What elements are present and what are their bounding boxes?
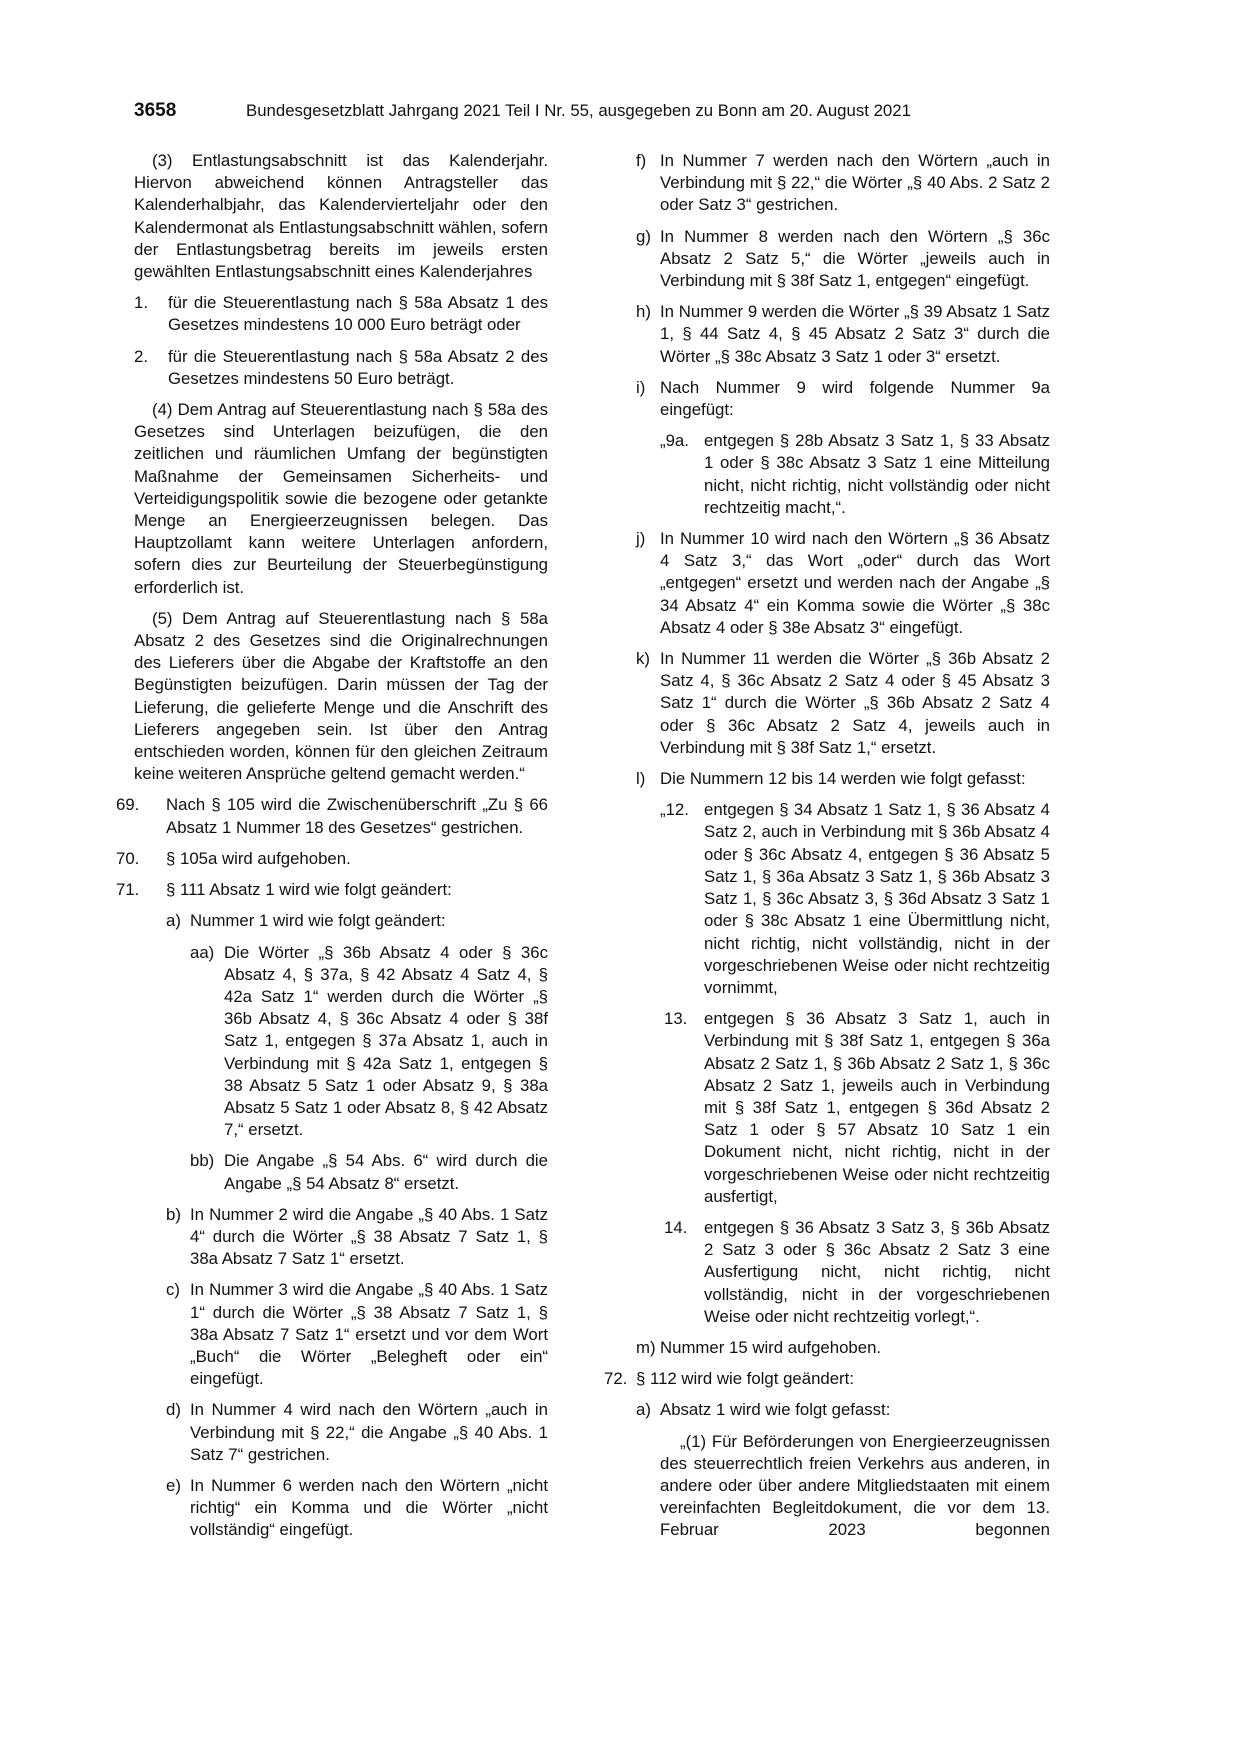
item-number: 70. [116, 848, 140, 868]
paragraph-4: (4) Dem Antrag auf Steuerentlastung nach § 58a des Gesetzes sind Unterlagen beizufügen, die den zeitlichen und räumlichen Umfang der begünstigten Maßnahme der Gemeinsamen Sicherheits- und Verteidigungspolitik sowie die bezogene oder getankte Menge an Energieerzeugnissen belegen. Das Hauptzollamt kann weitere Unterlagen anfordern, sofern dies zur Beurteilung der Steuerbegünstigung erforderlich ist. [134, 400, 548, 597]
sub-item-d [166, 1399, 548, 1466]
sub-item-label: f) [636, 151, 647, 170]
sub-sub-item-label: aa) [190, 942, 215, 962]
sub-item-text: Nummer 1 wird wie folgt geändert: [190, 911, 446, 931]
quoted-item-label: „9a. [660, 431, 689, 451]
sub-item-m [636, 1337, 1050, 1359]
sub-item-label: m) [636, 1337, 656, 1357]
item-text: Nach § 105 wird die Zwischenüberschrift „Zu § 66 Absatz 1 Nummer 18 des Gesetzes“ gestrichen. [166, 795, 548, 837]
sub-item-l [636, 768, 1050, 790]
item-69 [116, 794, 548, 838]
sub-item-h [636, 301, 1050, 368]
item-72 [604, 1368, 1050, 1390]
right-column [604, 150, 1050, 1551]
sub-item-e [166, 1475, 548, 1542]
sub-item-label: h) [636, 302, 651, 322]
quoted-item-label: 13. [664, 1009, 688, 1029]
item-70 [116, 848, 548, 870]
sub-item-text: Nach Nummer 9 wird folgende Nummer 9a eingefügt: [660, 377, 1050, 420]
paragraph-5: (5) Dem Antrag auf Steuerentlastung nach § 58a Absatz 2 des Gesetzes sind die Originalrechnungen des Lieferers über die Abgabe der Kraftstoffe an den Begünstigten beizufügen. Darin müssen der Tag der Lieferung, die gelieferte Menge und die Anschrift des Lieferers angegeben sein. Ist über den Antrag entschieden worden, können für den gleichen Zeitraum keine weiteren Ansprüche geltend gemacht werden.“ [134, 608, 548, 784]
sub-sub-item-text: Die Angabe „§ 54 Abs. 6“ wird durch die Angabe „§ 54 Absatz 8“ ersetzt. [224, 1151, 548, 1193]
quoted-item-12 [660, 799, 1050, 999]
sub-item-text: Die Nummern 12 bis 14 werden wie folgt gefasst: [660, 769, 1026, 789]
sub-item-label: b) [166, 1204, 181, 1224]
sub-item-label: k) [636, 649, 650, 669]
sub-item-text: In Nummer 2 wird die Angabe „§ 40 Abs. 1 Satz 4“ durch die Wörter „§ 38 Absatz 7 Satz 1, § 38a Absatz 7 Satz 1“ ersetzt. [190, 1204, 548, 1269]
running-title: Bundesgesetzblatt Jahrgang 2021 Teil I Nr. 55, ausgegeben zu Bonn am 20. August 2021 [246, 101, 911, 120]
left-column [116, 150, 548, 1551]
quoted-item-text: entgegen § 34 Absatz 1 Satz 1, § 36 Absatz 4 Satz 2, auch in Verbindung mit § 36b Absatz 4 oder § 36c Absatz 4, entgegen § 36 Absatz 5 Satz 1, § 36a Absatz 3 Satz 1, § 36b Absatz 3 Satz 1, § 36c Absatz 3, § 36d Absatz 3 Satz 1 oder § 38c Absatz 1 eine Übermittlung nicht, nicht richtig, nicht vollständig, nicht in der vorgeschriebenen Weise oder nicht rechtzeitig vornimmt, [704, 800, 1050, 997]
sub-item-label: a) [166, 911, 181, 931]
sub-item-text: In Nummer 11 werden die Wörter „§ 36b Absatz 2 Satz 4, § 36c Absatz 2 Satz 4 oder § 45 Absatz 3 Satz 1“ durch die Wörter „§ 36b Absatz 2 Satz 4 oder § 36c Absatz 2 Satz 4, jeweils auch in Verbindung mit § 38f Satz 1,“ ersetzt. [660, 649, 1050, 757]
list-item-1 [134, 292, 548, 336]
sub-item-text: In Nummer 8 werden nach den Wörtern „§ 36c Absatz 2 Satz 5,“ die Wörter „jeweils auch in Verbindung mit § 38f Satz 1, entgegen“ eingefügt. [660, 226, 1050, 291]
sub-item-text: In Nummer 4 wird nach den Wörtern „auch in Verbindung mit § 22,“ die Angabe „§ 40 Abs. 1 Satz 7“ gestrichen. [190, 1400, 548, 1464]
quoted-item-text: entgegen § 36 Absatz 3 Satz 1, auch in Verbindung mit § 38f Satz 1, entgegen § 36a Absatz 2 Satz 1, § 36b Absatz 2 Satz 1, § 36c Absatz 2 Satz 1, jeweils auch in Verbindung mit § 38f Satz 1, entgegen § 36d Absatz 2 Satz 1 oder § 57 Absatz 10 Satz 1 ein Dokument nicht, nicht richtig, nicht in der vorgeschriebenen Weise oder nicht rechtzeitig ausfertigt, [704, 1009, 1050, 1206]
sub-item-text: Absatz 1 wird wie folgt gefasst: [660, 1400, 891, 1420]
sub-item-j [636, 528, 1050, 639]
sub-item-text: In Nummer 6 werden nach den Wörtern „nicht richtig“ ein Komma und die Wörter „nicht vollständig“ eingefügt. [190, 1475, 548, 1540]
page-header [134, 100, 996, 128]
sub-item-label: i) [636, 377, 646, 397]
page-number: 3658 [134, 100, 177, 121]
sub-item-k [636, 648, 1050, 759]
quoted-item-label: 14. [664, 1217, 688, 1237]
sub-item-label: e) [166, 1475, 181, 1495]
sub-item-a [166, 910, 548, 932]
quoted-item-text: entgegen § 36 Absatz 3 Satz 3, § 36b Absatz 2 Satz 3 oder § 36c Absatz 2 Satz 3 eine Ausfertigung nicht, nicht richtig, nicht vollständig, nicht in der vorgeschriebenen Weise oder nicht rechtzeitig vorlegt,“. [704, 1217, 1050, 1326]
sub-item-c [166, 1279, 548, 1390]
item-number: 72. [604, 1369, 628, 1389]
sub-item-text: In Nummer 9 werden die Wörter „§ 39 Absatz 1 Satz 1, § 44 Satz 4, § 45 Absatz 2 Satz 3“ durch die Wörter „§ 38c Absatz 3 Satz 1 oder 3“ ersetzt. [660, 302, 1050, 366]
quoted-item-9a [660, 430, 1050, 519]
item-text: § 111 Absatz 1 wird wie folgt geändert: [166, 880, 452, 900]
paragraph-3: (3) Entlastungsabschnitt ist das Kalenderjahr. Hiervon abweichend können Antragsteller das Kalenderhalbjahr, das Kalendervierteljahr oder den Kalendermonat als Entlastungsabschnitt wählen, sofern der Entlastungsbetrag bereits im jeweils ersten gewählten Entlastungsabschnitt eines Kalenderjahres [134, 151, 548, 282]
sub-item-label: j) [636, 529, 646, 549]
sub-item-b [166, 1204, 548, 1271]
sub-item-text: Nummer 15 wird aufgehoben. [660, 1337, 882, 1357]
list-item-2 [134, 346, 548, 390]
sub-sub-item-label: bb) [190, 1151, 215, 1171]
sub-item-label: l) [636, 769, 646, 789]
sub-item-a-72 [636, 1399, 1050, 1421]
sub-item-i [636, 377, 1050, 421]
sub-sub-item-aa [190, 942, 548, 1142]
item-number: 71. [116, 880, 140, 900]
list-label: 2. [134, 346, 148, 366]
list-label: 1. [134, 293, 148, 313]
quoted-paragraph-1: „(1) Für Beförderungen von Energieerzeugnissen des steuerrechtlich freien Verkehrs aus anderen, in andere oder über andere Mitgliedstaaten mit einem vereinfachten Begleitdokument, die vor dem 13. Februar 2023 begonnen [660, 1431, 1050, 1540]
sub-item-text: In Nummer 7 werden nach den Wörtern „auch in Verbindung mit § 22,“ die Wörter „§ 40 Abs. 2 Satz 2 oder Satz 3“ gestrichen. [660, 151, 1050, 215]
item-number: 69. [116, 795, 140, 815]
quoted-item-label: „12. [660, 800, 689, 820]
item-text: § 112 wird wie folgt geändert: [636, 1369, 854, 1389]
item-text: § 105a wird aufgehoben. [166, 848, 351, 868]
sub-item-text: In Nummer 3 wird die Angabe „§ 40 Abs. 1 Satz 1“ durch die Wörter „§ 38 Absatz 7 Satz 1, § 38a Absatz 7 Satz 1“ ersetzt und vor dem Wort „Buch“ die Wörter „Belegheft oder ein“ eingefügt. [190, 1280, 548, 1389]
sub-item-label: c) [166, 1280, 180, 1300]
quoted-item-14 [660, 1217, 1050, 1328]
sub-item-label: a) [636, 1400, 651, 1420]
sub-sub-item-text: Die Wörter „§ 36b Absatz 4 oder § 36c Absatz 4, § 37a, § 42 Absatz 4 Satz 4, § 42a Satz 1“ werden durch die Wörter „§ 36b Absatz 4, § 36c Absatz 4 oder § 38f Satz 1, entgegen § 37a Absatz 1, auch in Verbindung mit § 42a Satz 1, entgegen § 38 Absatz 5 Satz 1 oder Absatz 9, § 38a Absatz 5 Satz 1 oder Absatz 8, § 42 Absatz 7,“ ersetzt. [224, 942, 548, 1140]
sub-item-text: In Nummer 10 wird nach den Wörtern „§ 36 Absatz 4 Satz 3,“ das Wort „oder“ durch das Wort „entgegen“ ersetzt und werden nach der Angabe „§ 34 Absatz 4“ ein Komma sowie die Wörter „§ 38c Absatz 4 oder § 38e Absatz 3“ eingefügt. [660, 529, 1050, 637]
sub-item-f [636, 150, 1050, 217]
sub-item-label: d) [166, 1400, 181, 1420]
list-text: für die Steuerentlastung nach § 58a Absatz 2 des Gesetzes mindestens 50 Euro beträgt. [168, 346, 548, 388]
sub-sub-item-bb [190, 1150, 548, 1194]
list-text: für die Steuerentlastung nach § 58a Absatz 1 des Gesetzes mindestens 10 000 Euro beträgt oder [168, 293, 548, 335]
quoted-item-text: entgegen § 28b Absatz 3 Satz 1, § 33 Absatz 1 oder § 38c Absatz 3 Satz 1 eine Mitteilung nicht, nicht richtig, nicht vollständig oder nicht rechtzeitig macht,“. [704, 431, 1050, 517]
sub-item-label: g) [636, 226, 651, 246]
sub-item-g [636, 226, 1050, 293]
quoted-item-13 [660, 1008, 1050, 1208]
item-71 [116, 879, 548, 901]
